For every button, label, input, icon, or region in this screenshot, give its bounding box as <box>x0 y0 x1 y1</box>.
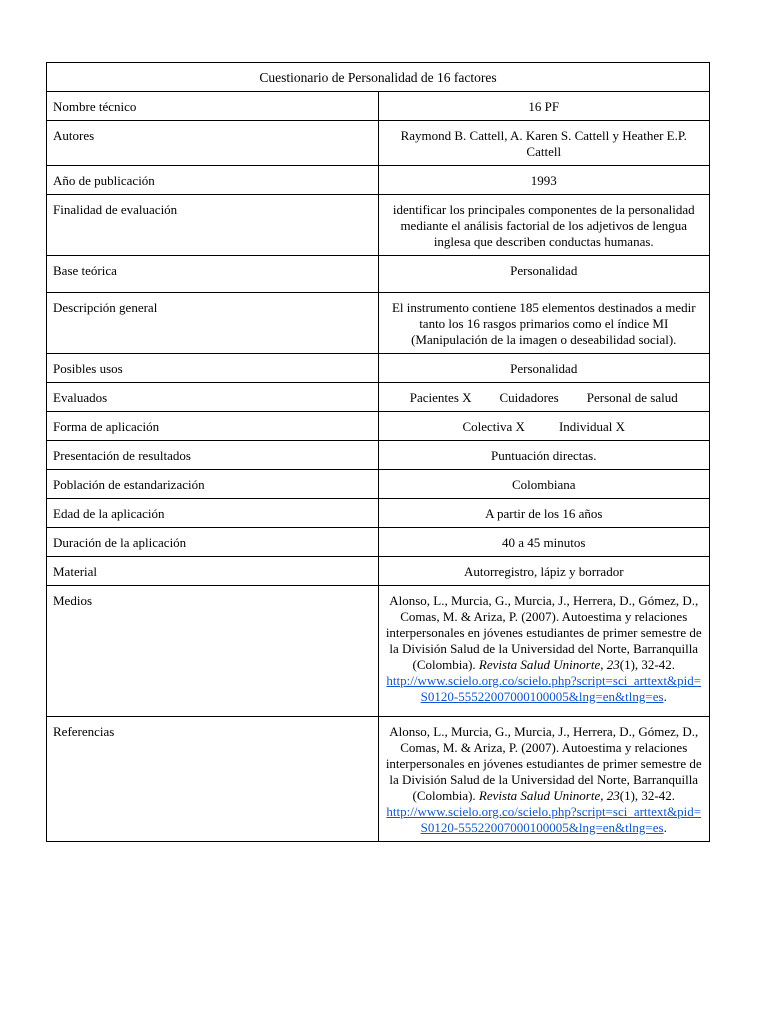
row-label: Posibles usos <box>47 354 379 383</box>
row-label: Año de publicación <box>47 166 379 195</box>
row-label: Material <box>47 557 379 586</box>
row-label: Medios <box>47 586 379 717</box>
row-value: Puntuación directas. <box>378 441 710 470</box>
row-value: Personalidad <box>378 256 710 293</box>
journal-volume: 23 <box>606 657 620 672</box>
table-row <box>47 717 710 842</box>
row-label: Duración de la aplicación <box>47 528 379 557</box>
row-value: identificar los principales componentes de la personalidad mediante el análisis factorial de los adjetivos de lengua inglesa que describen conductas humanas. <box>378 195 710 256</box>
row-value: Colombiana <box>378 470 710 499</box>
scielo-link[interactable]: http://www.scielo.org.co/scielo.php?script=sci_arttext&pid=S0120-55522007000100005&lng=en&tlng=es <box>386 804 702 835</box>
table-row <box>47 195 710 256</box>
row-label: Evaluados <box>47 383 379 412</box>
row-value: 40 a 45 minutos <box>378 528 710 557</box>
table-row <box>47 470 710 499</box>
evaluados-options <box>378 383 710 412</box>
table-row <box>47 557 710 586</box>
journal-volume: 23 <box>606 788 620 803</box>
journal-name: Revista Salud Uninorte <box>478 788 601 803</box>
medios-citation <box>378 586 710 717</box>
table-row <box>47 121 710 166</box>
table-row <box>47 354 710 383</box>
table-row <box>47 412 710 441</box>
citation-pages: (1), 32-42. <box>619 788 675 803</box>
option-pacientes: Pacientes X <box>409 390 472 405</box>
option-cuidadores: Cuidadores <box>499 390 559 405</box>
forma-options <box>378 412 710 441</box>
table-row <box>47 528 710 557</box>
table-row <box>47 166 710 195</box>
table-row <box>47 256 710 293</box>
row-label: Descripción general <box>47 293 379 354</box>
citation-end: . <box>663 689 667 704</box>
citation-end: . <box>663 820 667 835</box>
row-label: Autores <box>47 121 379 166</box>
row-label: Presentación de resultados <box>47 441 379 470</box>
citation-pages: (1), 32-42. <box>619 657 675 672</box>
row-label: Edad de la aplicación <box>47 499 379 528</box>
table-row <box>47 92 710 121</box>
row-label: Referencias <box>47 717 379 842</box>
citation-separator: , <box>600 788 607 803</box>
row-value: Autorregistro, lápiz y borrador <box>378 557 710 586</box>
table-row <box>47 441 710 470</box>
row-value: El instrumento contiene 185 elementos destinados a medir tanto los 16 rasgos primarios como el índice MI (Manipulación de la imagen o deseabilidad social). <box>378 293 710 354</box>
citation-separator: , <box>600 657 607 672</box>
row-value: 16 PF <box>378 92 710 121</box>
row-value: A partir de los 16 años <box>378 499 710 528</box>
row-value: Personalidad <box>378 354 710 383</box>
row-label: Finalidad de evaluación <box>47 195 379 256</box>
table-header-row <box>47 63 710 92</box>
table-row <box>47 499 710 528</box>
journal-name: Revista Salud Uninorte <box>478 657 601 672</box>
instrument-table <box>46 62 710 842</box>
table-row <box>47 293 710 354</box>
scielo-link[interactable]: http://www.scielo.org.co/scielo.php?script=sci_arttext&pid=S0120-55522007000100005&lng=en&tlng=es <box>386 673 702 704</box>
row-value: Raymond B. Cattell, A. Karen S. Cattell y Heather E.P. Cattell <box>378 121 710 166</box>
row-label: Población de estandarización <box>47 470 379 499</box>
row-label: Forma de aplicación <box>47 412 379 441</box>
citation-text: Alonso, L., Murcia, G., Murcia, J., Herrera, D., Gómez, D., Comas, M. & Ariza, P. (2007). Autoestima y relaciones interpersonales en jóvenes estudiantes de primer semestre de la División Salud de la Universidad del Norte, Barranquilla (Colombia). <box>385 724 702 803</box>
table-row <box>47 586 710 717</box>
row-label: Nombre técnico <box>47 92 379 121</box>
referencias-citation <box>378 717 710 842</box>
table-title: Cuestionario de Personalidad de 16 factores <box>47 63 710 92</box>
citation-text: Alonso, L., Murcia, G., Murcia, J., Herrera, D., Gómez, D., Comas, M. & Ariza, P. (2007). Autoestima y relaciones interpersonales en jóvenes estudiantes de primer semestre de la División Salud de la Universidad del Norte, Barranquilla (Colombia). <box>385 593 702 672</box>
option-colectiva: Colectiva X <box>462 419 525 434</box>
row-value: 1993 <box>378 166 710 195</box>
row-label: Base teórica <box>47 256 379 293</box>
option-individual: Individual X <box>558 419 626 434</box>
option-personal-salud: Personal de salud <box>586 390 678 405</box>
table-row <box>47 383 710 412</box>
